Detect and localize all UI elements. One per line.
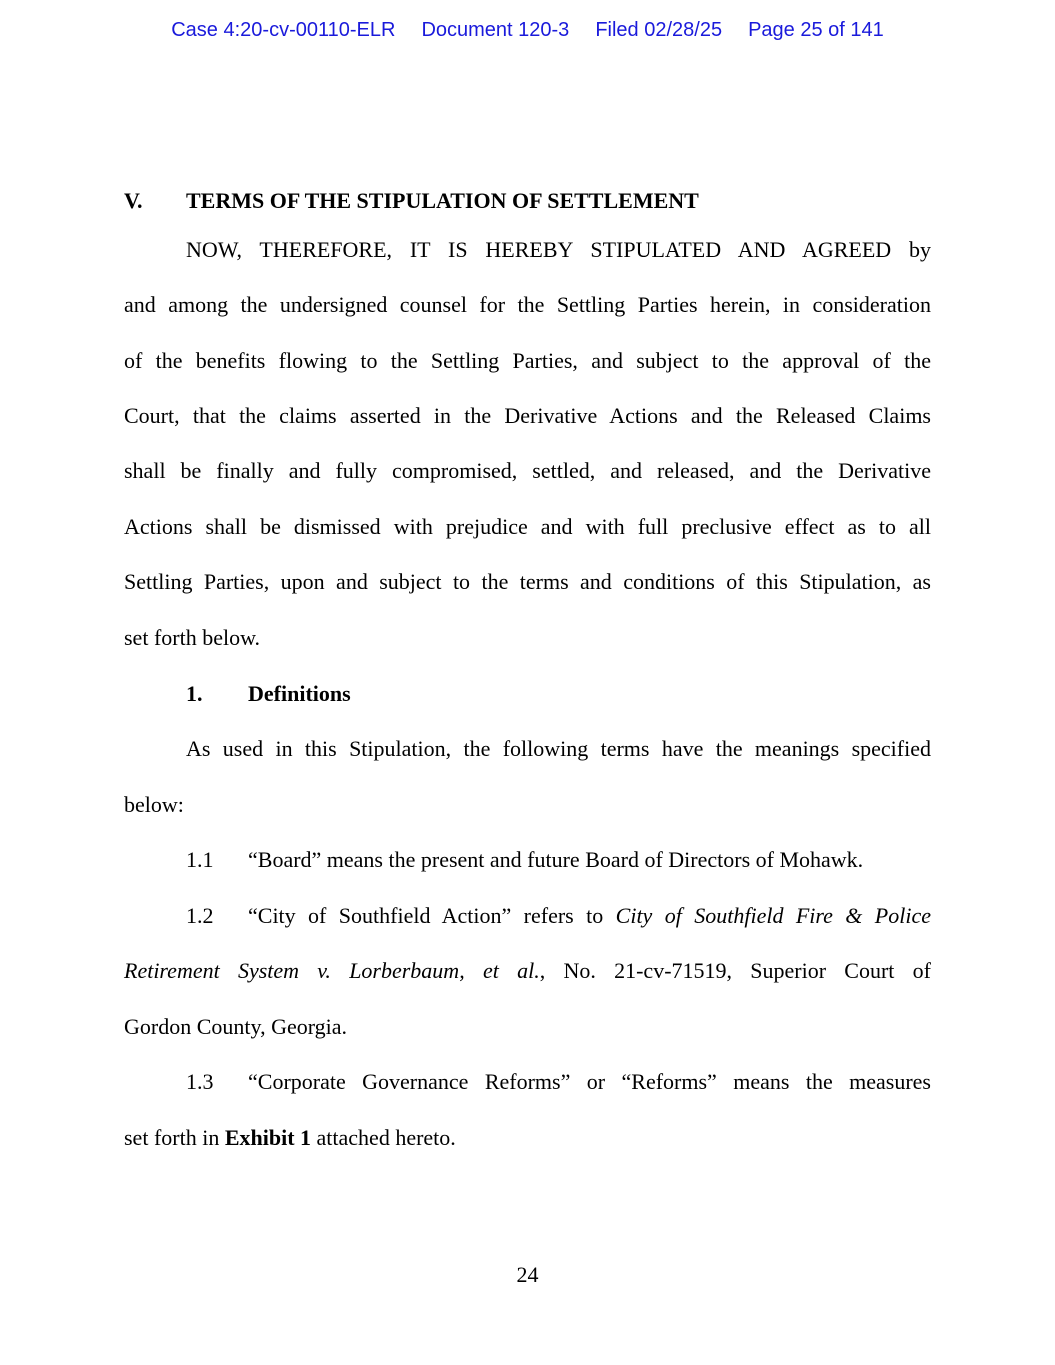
definition-southfield-line3: Gordon County, Georgia. — [124, 1014, 348, 1039]
section-title: TERMS OF THE STIPULATION OF SETTLEMENT — [186, 188, 699, 213]
section-number: V. — [124, 188, 143, 213]
definition-board — [186, 847, 931, 873]
intro-line: Actions shall be dismissed with prejudice and with full preclusive effect as to all — [124, 514, 931, 539]
intro-line: NOW, THEREFORE, IT IS HEREBY STIPULATED AND AGREED by — [186, 237, 931, 262]
subsection-heading — [186, 681, 931, 707]
intro-line: set forth below. — [124, 625, 261, 650]
definition-reforms-line2 — [124, 1125, 931, 1151]
definitions-intro-line: As used in this Stipulation, the following terms have the meanings specified — [186, 736, 931, 761]
section-heading — [124, 188, 931, 214]
stamp-case: Case 4:20-cv-00110-ELR — [171, 19, 396, 41]
case-citation: City of Southfield Fire & Police — [615, 903, 931, 928]
intro-line: and among the undersigned counsel for the Settling Parties herein, in consideration — [124, 292, 931, 317]
stamp-document: Document 120-3 — [421, 19, 570, 41]
subsection-number: 1. — [186, 681, 203, 706]
definition-number: 1.3 — [186, 1069, 214, 1094]
filing-stamp — [0, 19, 1055, 42]
definition-number: 1.1 — [186, 847, 214, 872]
definition-text: , No. 21-cv-71519, Superior Court of — [539, 958, 931, 983]
definition-number: 1.2 — [186, 903, 214, 928]
intro-line: of the benefits flowing to the Settling Parties, and subject to the approval of the — [124, 348, 931, 373]
page-number: 24 — [516, 1262, 539, 1287]
definition-southfield-line2 — [124, 958, 931, 984]
stamp-page: Page 25 of 141 — [748, 19, 884, 41]
exhibit-reference: Exhibit 1 — [224, 1125, 312, 1150]
intro-line: Settling Parties, upon and subject to the terms and conditions of this Stipulation, as — [124, 569, 931, 594]
stamp-filed-date: Filed 02/28/25 — [595, 19, 723, 41]
intro-line: Court, that the claims asserted in the Derivative Actions and the Released Claims — [124, 403, 931, 428]
intro-line: shall be finally and fully compromised, settled, and released, and the Derivative — [124, 458, 931, 483]
definition-text: “Board” means the present and future Board of Directors of Mohawk. — [248, 847, 864, 872]
definition-southfield-line1 — [186, 903, 931, 929]
definitions-intro-line: below: — [124, 792, 184, 817]
case-citation: Retirement System v. Lorberbaum, et al. — [124, 958, 540, 983]
definition-text: “City of Southfield Action” refers to — [248, 903, 616, 928]
definition-text: set forth in — [124, 1125, 225, 1150]
definition-text: attached hereto. — [311, 1125, 456, 1150]
definition-text: “Corporate Governance Reforms” or “Reforms” means the measures — [248, 1069, 931, 1094]
subsection-title: Definitions — [248, 681, 351, 706]
definition-reforms-line1 — [186, 1069, 931, 1095]
